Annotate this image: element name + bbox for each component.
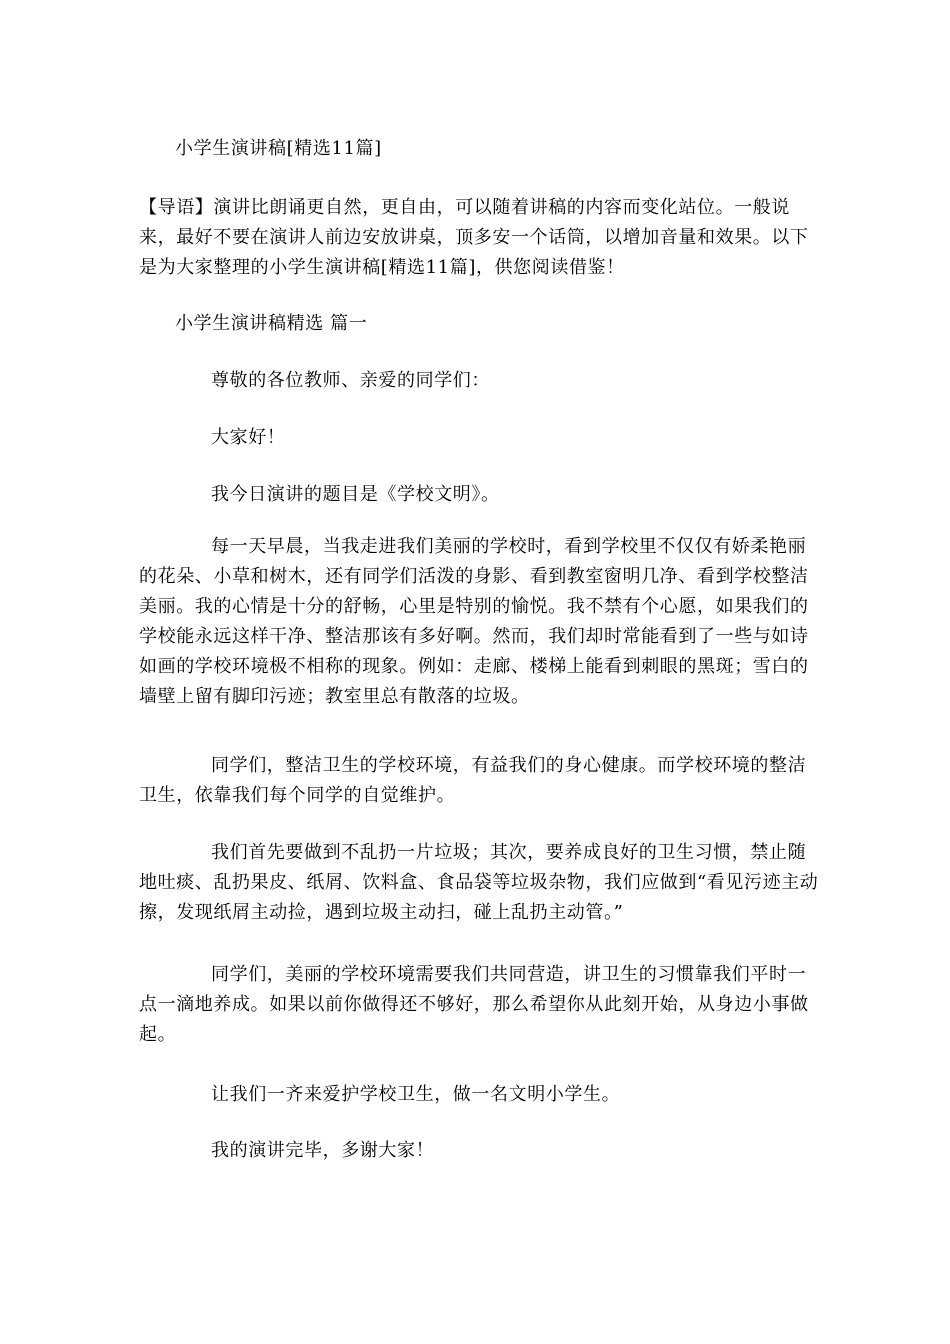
body-paragraph: 每一天早晨，当我走进我们美丽的学校时，看到学校里不仅仅有娇柔艳丽的花朵、小草和树木，还有同学们活泼的身影、看到教室窗明几净、看到学校整洁美丽。我的心情是十分的舒畅，心里是特别的愉悦。我不禁有个心愿，如果我们的学校能永远这样干净、整洁那该有多好啊。然而，我们却时常能看到了一些与如诗如画的学校环境极不相称的现象。例如：走廊、楼梯上能看到刺眼的黑斑；雪白的墙壁上留有脚印污迹；教室里总有散落的垃圾。 — [139, 536, 809, 707]
closing-line: 我的演讲完毕，多谢大家！ — [211, 1140, 435, 1161]
salutation: 尊敬的各位教师、亲爱的同学们： — [211, 370, 490, 391]
body-paragraph: 同学们，整洁卫生的学校环境，有益我们的身心健康。而学校环境的整洁卫生，依靠我们每个同学的自觉维护。 — [139, 755, 807, 806]
document-title: 小学生演讲稿[精选11篇] — [175, 138, 382, 159]
section-title: 小学生演讲稿精选 篇一 — [175, 313, 368, 334]
speech-topic: 我今日演讲的题目是《学校文明》。 — [211, 484, 500, 505]
body-paragraph: 我们首先要做到不乱扔一片垃圾；其次，要养成良好的卫生习惯，禁止随地吐痰、乱扔果皮、纸屑、饮料盒、食品袋等垃圾杂物，我们应做到“看见污迹主动擦，发现纸屑主动捡，遇到垃圾主动扫，碰上乱扔主动管。” — [139, 842, 819, 923]
body-paragraph: 同学们，美丽的学校环境需要我们共同营造，讲卫生的习惯靠我们平时一点一滴地养成。如果以前你做得还不够好，那么希望你从此刻开始，从身边小事做起。 — [139, 964, 809, 1045]
body-paragraph: 让我们一齐来爱护学校卫生，做一名文明小学生。 — [211, 1084, 621, 1105]
greeting: 大家好！ — [211, 427, 286, 448]
intro-paragraph: 【导语】演讲比朗诵更自然，更自由，可以随着讲稿的内容而变化站位。一般说来，最好不要在演讲人前边安放讲桌，顶多安一个话筒，以增加音量和效果。以下是为大家整理的小学生演讲稿[精选11篇]，供您阅读借鉴！ — [139, 197, 809, 278]
